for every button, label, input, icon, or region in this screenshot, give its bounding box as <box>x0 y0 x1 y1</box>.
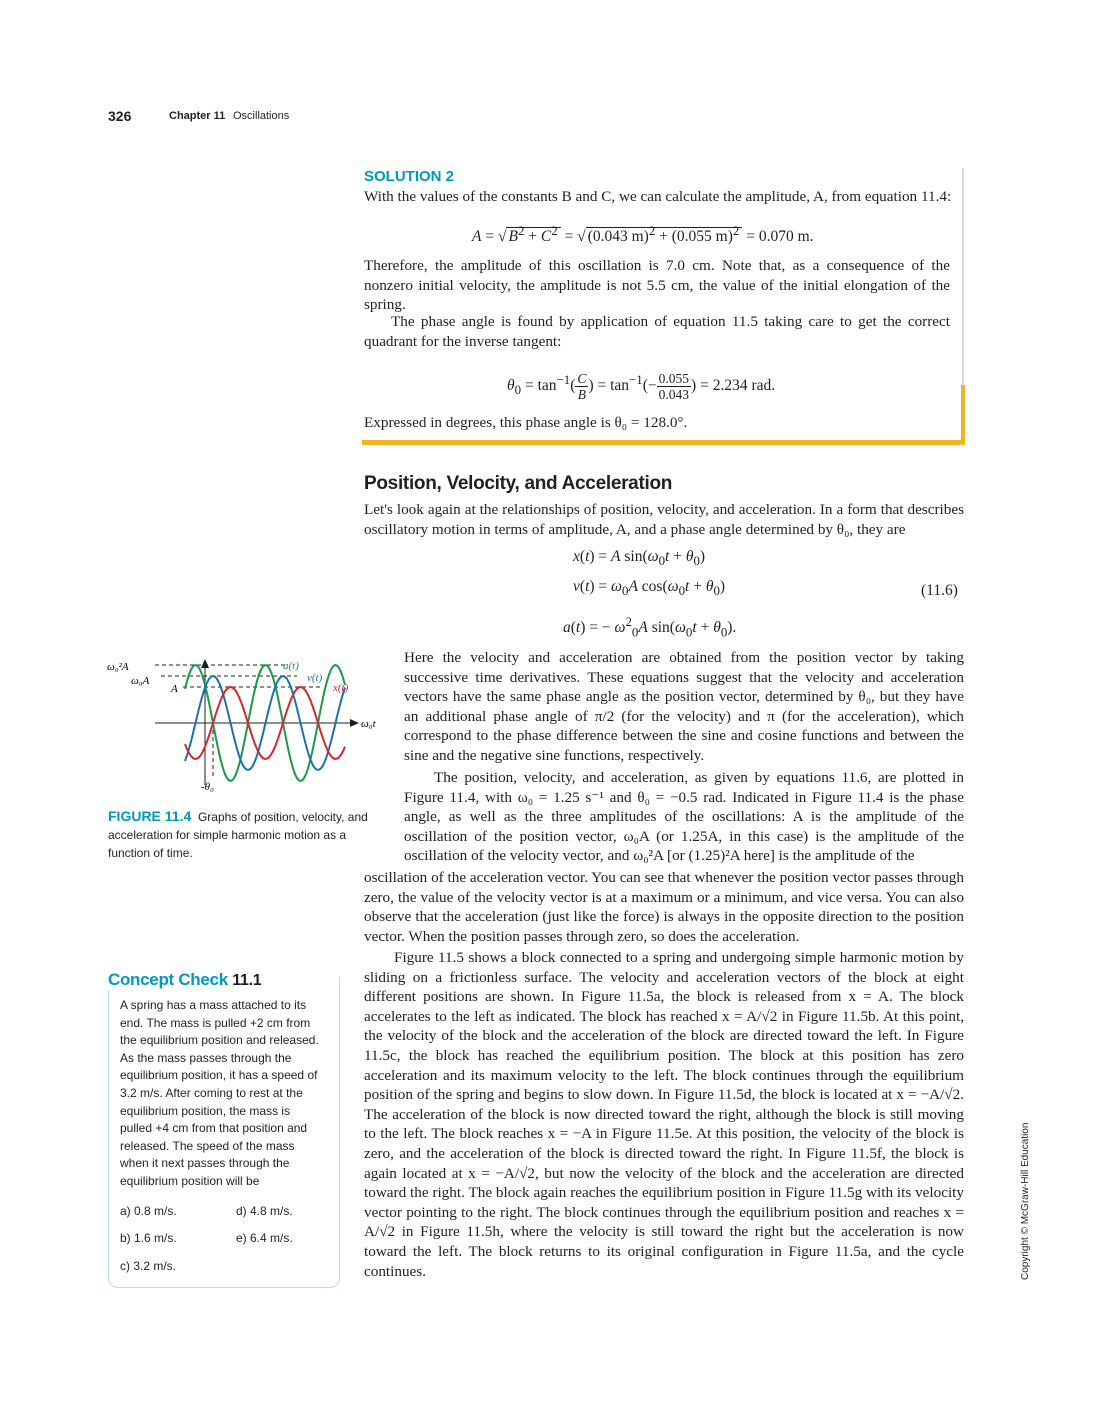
x-label: x(t) <box>333 682 349 694</box>
phase-equation: $\theta_0 = \tan^{-1}$( $\frac{C}{B}$ ) = $\tan^{-1}(-$ $\frac{0.055}{0.043}$ ) = 2.234 rad. <box>507 371 776 402</box>
copyright-notice: Copyright © McGraw-Hill Education <box>1020 1122 1031 1280</box>
page-number: 326 <box>108 108 132 124</box>
figure-caption-text: Graphs of position, velocity, and acceleration for simple harmonic motion as a function of time. <box>108 810 368 860</box>
solution-para-2: The phase angle is found by application of equation 11.5 taking care to get the correct quadrant for the inverse tangent: <box>364 313 950 350</box>
figure-caption <box>108 807 370 862</box>
figure-11-4-graph <box>105 655 390 800</box>
theta-label: -θ₀ <box>201 781 214 793</box>
equation-velocity: $v(t) = \omega_0A$ $\cos(\omega_0t + \theta_0)$ <box>573 578 726 599</box>
option-d[interactable]: d) 4.8 m/s. <box>236 1204 293 1218</box>
section-intro: Let's look again at the relationships of position, velocity, and acceleration. In a form that describes oscillatory motion in terms of amplitude, A, and a phase angle determined by θ₀, they are <box>364 501 964 538</box>
equation-number: (11.6) <box>921 582 958 599</box>
solution-conclusion: Expressed in degrees, this phase angle is θ₀ = 128.0°. <box>364 414 688 431</box>
chapter-label: Chapter 11 <box>169 110 226 122</box>
amp-a-label: ω₀²A <box>107 661 129 673</box>
chapter-title: Oscillations <box>233 110 290 122</box>
equation-position: x(t) = A $\sin(\omega_0t + \theta_0)$ <box>573 548 706 569</box>
option-e[interactable]: e) 6.4 m/s. <box>236 1231 293 1245</box>
amplitude-equation: A = √ $B^2 + C^2$ = √ (0.043 m)$^2$ + (0.055 m)$^2$ = 0.070 m. <box>472 223 814 246</box>
section-heading: Position, Velocity, and Acceleration <box>364 473 673 494</box>
option-b[interactable]: b) 1.6 m/s. <box>120 1231 177 1245</box>
concept-check-question: A spring has a mass attached to its end. The mass is pulled +2 cm from the equilibrium position and released. As the mass passes through the equilibrium position, it has a speed of 3.2 m/s. After coming to rest at the equilibrium position, the mass is pulled +4 cm from that position and released. The speed of the mass when it next passes through the equilibrium position will be <box>120 998 319 1188</box>
concept-check-number: 11.1 <box>232 972 262 989</box>
body-para-2a: The position, velocity, and acceleration, as given by equations 11.6, are plotted in Figure 11.4, with ω₀ = 1.25 s⁻¹ and θ₀ = −0.5 rad. Indicated in Figure 11.4 is the phase angle, as well as the three amplitudes of the oscillations: A is the amplitude of the oscillation of the position vector, ω₀A (or 1.25A, in this case) is the amplitude of the oscillation of the velocity vector, and ω₀²A [or (1.25)²A here] is the amplitude of the <box>404 769 964 865</box>
amplitude-result: = 0.070 m. <box>746 228 814 246</box>
figure-label: FIGURE 11.4 <box>108 808 192 824</box>
phase-result: = 2.234 rad. <box>700 377 776 395</box>
body-para-1: Here the velocity and acceleration are obtained from the position vector by taking successive time derivatives. These equations suggest that the velocity and acceleration vectors have the same phase angle as the position vector, determined by θ₀, but they have an additional phase angle of π/2 (for the velocity) and π (for the acceleration), which correspond to the phase difference between the sine and cosine functions and between the sine and the negative sine functions, respectively. <box>404 649 964 764</box>
concept-check-title <box>108 970 267 990</box>
option-a[interactable]: a) 0.8 m/s. <box>120 1204 177 1218</box>
solution-para-1: Therefore, the amplitude of this oscillation is 7.0 cm. Note that, as a consequence of the nonzero initial velocity, the amplitude is not 5.5 cm, the value of the initial elongation of the spring. <box>364 257 950 314</box>
body-para-2b: oscillation of the acceleration vector. You can see that whenever the position vector passes through zero, the value of the velocity vector is at a maximum or a minimum, and vice versa. You can also observe that the acceleration (just like the force) is always in the opposite direction to the position vector. When the position passes through zero, so does the acceleration. <box>364 869 964 945</box>
option-c[interactable]: c) 3.2 m/s. <box>120 1259 177 1273</box>
amp-x-label: A <box>171 683 178 695</box>
amp-v-label: ω₀A <box>131 675 150 687</box>
axis-label: ω₀t <box>361 718 376 730</box>
vertical-axis-arrow <box>201 659 209 668</box>
concept-check-title-text: Concept Check <box>108 970 228 989</box>
a-label: a(t) <box>283 660 299 672</box>
body-para-3: Figure 11.5 shows a block connected to a spring and undergoing simple harmonic motion by sliding on a frictionless surface. The velocity and acceleration vectors of the block at eight different positions are shown. In Figure 11.5a, the block is released from x = A. The block accelerates to the left as indicated. The block has reached x = A/√2 in Figure 11.5b. At this point, the velocity of the block and the acceleration of the block are directed toward the left. In Figure 11.5c, the block has reached the equilibrium position. The block at this position has zero acceleration and its maximum velocity to the left. The block continues through the equilibrium position of the spring and begins to slow down. In Figure 11.5d, the block is located at x = −A/√2. The acceleration of the block is now directed toward the right, although the block is still moving to the left. The block reaches x = −A in Figure 11.5e. At this position, the velocity of the block is zero, and the acceleration of the block is directed toward the right. In Figure 11.5f, the block is again located at x = −A/√2, but now the velocity of the block and the acceleration are directed toward the right. The block again reaches the equilibrium position in Figure 11.5g with its velocity vector pointing to the right. The block continues through the equilibrium position and reaches x = A/√2 in Figure 11.5h, where the velocity is still toward the right but the acceleration is now toward the left. The block returns to its original configuration in Figure 11.5a, and the cycle continues. <box>364 949 964 1280</box>
equation-acceleration: a(t) = − $\omega^2_0A$ $\sin(\omega_0t + \theta_0)$. <box>563 614 737 640</box>
solution-title: SOLUTION 2 <box>364 168 455 185</box>
v-label: v(t) <box>307 672 323 684</box>
solution-box <box>362 168 964 445</box>
solution-intro: With the values of the constants B and C, we can calculate the amplitude, A, from equation 11.4: <box>364 188 952 205</box>
time-axis-arrow <box>350 719 359 727</box>
